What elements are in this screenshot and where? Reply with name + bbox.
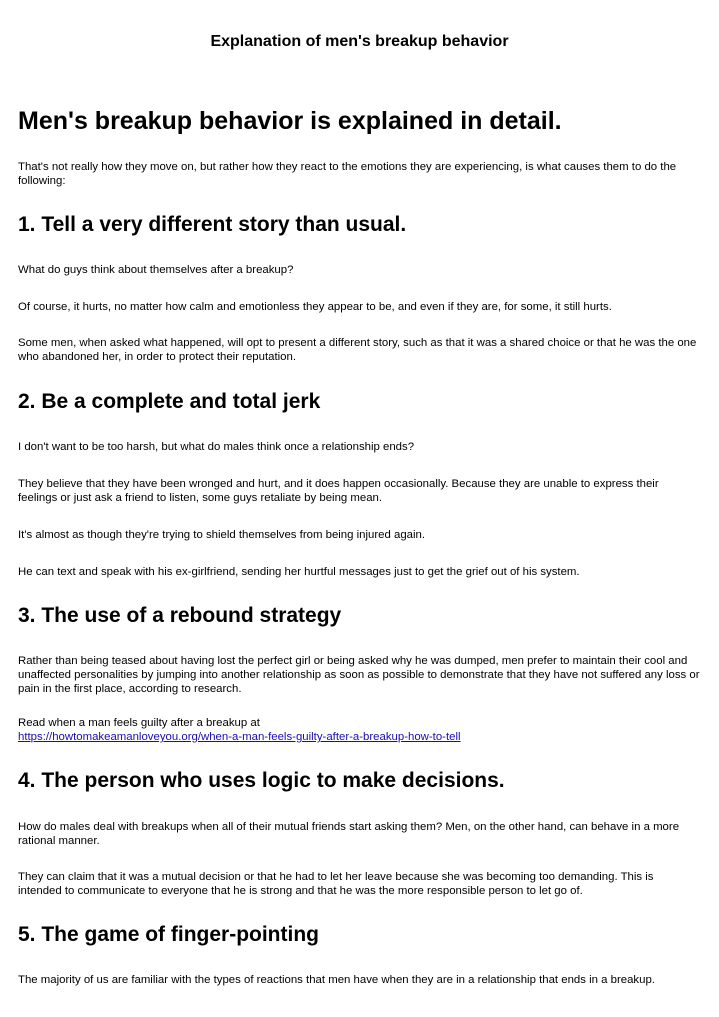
section-2-paragraph-3: It's almost as though they're trying to shield themselves from being injured again. bbox=[18, 529, 426, 541]
section-1-paragraph-2: Of course, it hurts, no matter how calm and emotionless they appear to be, and even if they are, for some, it still hurts. bbox=[18, 301, 612, 313]
section-2-paragraph-1: I don't want to be too harsh, but what do males think once a relationship ends? bbox=[18, 441, 415, 453]
section-4-heading: 4. The person who uses logic to make decisions. bbox=[18, 769, 505, 792]
section-2-paragraph-4: He can text and speak with his ex-girlfriend, sending her hurtful messages just to get the grief out of his system. bbox=[18, 566, 580, 578]
intro-paragraph: That's not really how they move on, but rather how they react to the emotions they are experiencing, is what causes them to do the following: bbox=[18, 161, 677, 187]
section-1-heading: 1. Tell a very different story than usual. bbox=[18, 213, 407, 236]
main-heading: Men's breakup behavior is explained in detail. bbox=[18, 107, 562, 135]
section-3-paragraph-1: Rather than being teased about having lost the perfect girl or being asked why he was dumped, men prefer to maintain their cool and unaffected personalities by jumping into another relationship as soon as possible to demonstrate that they have not suffered any loss or pain in the first place, according to research. bbox=[18, 655, 700, 695]
document-title: Explanation of men's breakup behavior bbox=[210, 33, 509, 50]
section-1-paragraph-1: What do guys think about themselves after a breakup? bbox=[18, 264, 294, 276]
read-more-paragraph bbox=[18, 730, 700, 744]
section-2-heading: 2. Be a complete and total jerk bbox=[18, 390, 321, 413]
section-4-paragraph-1: How do males deal with breakups when all of their mutual friends start asking them? Men, on the other hand, can behave in a more rational manner. bbox=[18, 821, 680, 847]
section-5-paragraph-1: The majority of us are familiar with the types of reactions that men have when they are in a relationship that ends in a breakup. bbox=[18, 974, 655, 986]
section-4-paragraph-2: They can claim that it was a mutual decision or that he had to let her leave because she was becoming too demanding. This is intended to communicate to everyone that he is strong and that he was the more responsible person to let go of. bbox=[18, 871, 654, 897]
read-more-text: Read when a man feels guilty after a breakup at bbox=[18, 717, 260, 729]
section-1-paragraph-3: Some men, when asked what happened, will opt to present a different story, such as that it was a shared choice or that he was the one who abandoned her, in order to protect their reputation. bbox=[18, 337, 697, 363]
section-2-paragraph-2: They believe that they have been wronged and hurt, and it does happen occasionally. Because they are unable to express their feelings or just ask a friend to listen, some guys retaliate by being mean. bbox=[18, 478, 659, 504]
read-more-link[interactable]: https://howtomakeamanloveyou.org/when-a-man-feels-guilty-after-a-breakup-how-to-tell bbox=[18, 731, 461, 743]
section-3-heading: 3. The use of a rebound strategy bbox=[18, 604, 342, 627]
section-5-heading: 5. The game of finger-pointing bbox=[18, 923, 319, 946]
